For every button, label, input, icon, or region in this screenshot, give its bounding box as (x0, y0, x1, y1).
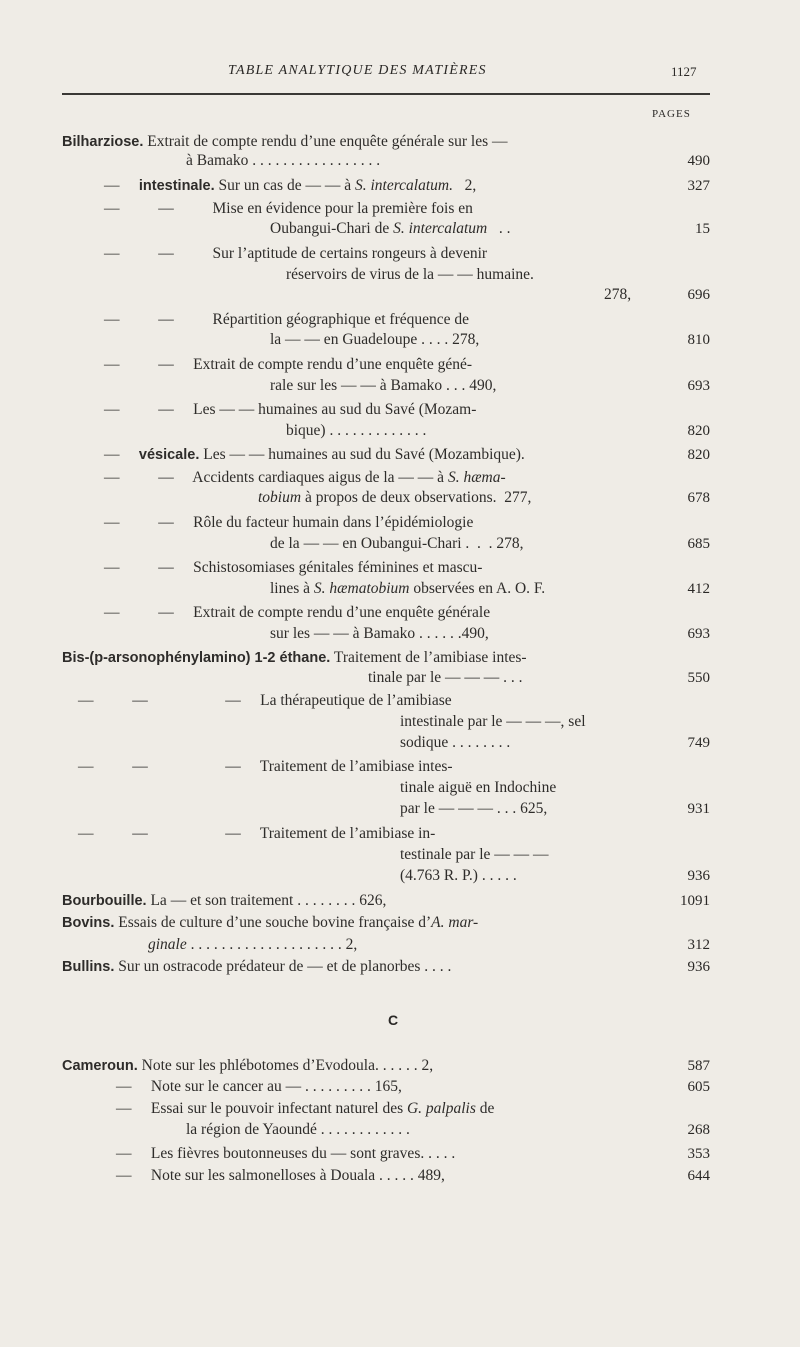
entry-text: Note sur les phlébotomes d’Evodoula. . . . . . 2, (137, 1057, 434, 1074)
entry-text: la — — en Guadeloupe . . . . 278, (270, 331, 480, 348)
index-entry-line (116, 1078, 402, 1096)
entry-text: — Note sur les salmonelloses à Douala . . . . . 489, (116, 1167, 445, 1184)
page-reference: 412 (687, 581, 710, 597)
entry-text: sodique . . . . . . . . (400, 734, 511, 751)
entry-text: — Essai sur le pouvoir infectant naturel des (116, 1100, 407, 1117)
entry-text: 2, (452, 177, 477, 194)
index-entry-line (78, 825, 435, 843)
page-reference: 327 (687, 178, 710, 194)
index-entry-line (78, 692, 452, 710)
index-entry-line (270, 220, 511, 238)
page-reference: 490 (687, 153, 710, 169)
page-number: 1127 (671, 64, 697, 79)
index-entry-line (400, 846, 549, 864)
index-entry-line (186, 152, 380, 170)
entry-text: — (104, 177, 139, 194)
running-header-title: TABLE ANALYTIQUE DES MATIÈRES (228, 63, 487, 78)
entry-italic-text: S. hæma- (447, 469, 506, 486)
entry-text: Extrait de compte rendu d’une enquête générale sur les — (143, 133, 508, 150)
index-entry-line (116, 1145, 455, 1163)
index-entry-line (104, 514, 473, 532)
index-entry-line (62, 1057, 433, 1075)
entry-text: par le — — — . . . 625, (400, 800, 548, 817)
page-reference: 644 (687, 1168, 710, 1184)
page-reference: 693 (687, 626, 710, 642)
entry-text: — (104, 446, 139, 463)
pages-column-label: PAGES (652, 108, 691, 120)
page-reference: 1091 (680, 893, 710, 909)
entry-heading: Bilharziose. (62, 134, 144, 150)
entry-text: Les — — humaines au sud du Savé (Mozambique). (199, 446, 525, 463)
index-entry-line (104, 177, 476, 195)
index-entry-line (104, 446, 525, 464)
entry-text: — — Les — — humaines au sud du Savé (Mozam- (104, 401, 477, 418)
index-entry-line (104, 401, 476, 419)
index-entry-line (400, 734, 510, 752)
entry-text: lines à (270, 580, 314, 597)
index-entry-line (400, 713, 586, 731)
entry-italic-text: G. palpalis (406, 1100, 476, 1117)
page-reference: 749 (687, 735, 710, 751)
entry-text: — — Extrait de compte rendu d’une enquête générale (104, 604, 491, 621)
index-entry-line (62, 914, 478, 932)
entry-text: Oubangui-Chari de (270, 220, 394, 237)
entry-text: tinale aiguë en Indochine (400, 779, 557, 796)
entry-text: — — Répartition géographique et fréquence de (104, 311, 469, 328)
entry-text: Traitement de l’amibiase intes- (330, 649, 527, 666)
entry-text: — — Mise en évidence pour la première fois en (104, 200, 473, 217)
entry-text: de la — — en Oubangui-Chari . . . 278, (270, 535, 524, 552)
entry-text: — — Accidents cardiaques aigus de la — — à (104, 469, 448, 486)
index-entry-line (604, 286, 631, 304)
page-reference: 605 (687, 1079, 710, 1095)
section-letter-c: C (388, 1012, 399, 1028)
page-reference: 587 (687, 1058, 710, 1074)
entry-heading: Bourbouille. (62, 893, 147, 909)
index-entry-line (104, 311, 469, 329)
entry-text: rale sur les — — à Bamako . . . 490, (270, 377, 497, 394)
index-entry-line (62, 958, 451, 976)
entry-text: — — Schistosomiases génitales féminines et mascu- (104, 559, 483, 576)
page-reference: 15 (695, 221, 710, 237)
entry-heading: Bullins. (62, 959, 115, 975)
entry-heading: vésicale. (138, 447, 200, 463)
entry-text: (4.763 R. P.) . . . . . (400, 867, 517, 884)
entry-text: La — et son traitement . . . . . . . . 626, (146, 892, 387, 909)
index-entry-line (104, 245, 487, 263)
entry-italic-text: S. hæmatobium (313, 580, 410, 597)
entry-text: — Note sur le cancer au — . . . . . . . . . 165, (116, 1078, 402, 1095)
page-reference: 550 (687, 670, 710, 686)
entry-text: tinale par le — — — . . . (368, 669, 523, 686)
entry-text: — — Sur l’aptitude de certains rongeurs à devenir (104, 245, 488, 262)
index-entry-line (400, 867, 517, 885)
index-entry-line (400, 800, 547, 818)
index-entry-line (62, 892, 386, 910)
page-reference: 678 (687, 490, 710, 506)
entry-text: 278, (604, 286, 632, 303)
entry-text: bique) . . . . . . . . . . . . . (286, 422, 427, 439)
index-entry-line (270, 625, 489, 643)
index-entry-line (62, 133, 508, 151)
entry-heading: intestinale. (138, 178, 215, 194)
entry-text: Essais de culture d’une souche bovine française d’ (114, 914, 432, 931)
entry-text: — Les fièvres boutonneuses du — sont graves. . . . . (116, 1145, 456, 1162)
index-entry-line (270, 580, 545, 598)
entry-italic-text: tobium (258, 489, 302, 506)
index-entry-line (78, 758, 453, 776)
page-reference: 353 (687, 1146, 710, 1162)
entry-text: Sur un ostracode prédateur de — et de planorbes . . . . (114, 958, 452, 975)
index-entry-line (368, 669, 523, 687)
entry-text: à Bamako . . . . . . . . . . . . . . . . . (186, 152, 381, 169)
index-entry-line (104, 559, 482, 577)
index-entry-line (104, 356, 472, 374)
index-entry-line (186, 1121, 410, 1139)
entry-italic-text: S. intercalatum (393, 220, 488, 237)
index-entry-line (286, 422, 426, 440)
page-reference: 936 (687, 868, 710, 884)
entry-text: — — — Traitement de l’amibiase in- (78, 825, 436, 842)
page-reference: 820 (687, 447, 710, 463)
index-entry-line (270, 331, 479, 349)
index-entry-line (62, 649, 527, 667)
entry-italic-text: A. mar- (431, 914, 479, 931)
index-entry-line (258, 489, 531, 507)
page-reference: 931 (687, 801, 710, 817)
entry-text: de (475, 1100, 495, 1117)
index-entry-line (148, 936, 357, 954)
entry-text: — — Rôle du facteur humain dans l’épidémiologie (104, 514, 474, 531)
page-reference: 312 (687, 937, 710, 953)
entry-text: observées en A. O. F. (409, 580, 546, 597)
index-entry-line (286, 266, 534, 284)
entry-text: — — — Traitement de l’amibiase intes- (78, 758, 453, 775)
index-entry-line (104, 604, 490, 622)
entry-heading: Cameroun. (62, 1058, 138, 1074)
entry-text: Sur un cas de — — à (214, 177, 355, 194)
index-entry-line (116, 1100, 494, 1118)
page-reference: 820 (687, 423, 710, 439)
entry-text: . . (487, 220, 511, 237)
entry-text: la région de Yaoundé . . . . . . . . . . . . (186, 1121, 410, 1138)
page-reference: 696 (687, 287, 710, 303)
entry-italic-text: ginale (148, 936, 187, 953)
header-rule (62, 93, 710, 95)
page-reference: 268 (687, 1122, 710, 1138)
entry-text: . . . . . . . . . . . . . . . . . . . . 2, (186, 936, 358, 953)
index-entry-line (116, 1167, 445, 1185)
page-reference: 936 (687, 959, 710, 975)
page-reference: 693 (687, 378, 710, 394)
index-entry-line (270, 377, 496, 395)
page-reference: 685 (687, 536, 710, 552)
index-entry-line (104, 469, 506, 487)
entry-text: intestinale par le — — —, sel (400, 713, 586, 730)
entry-text: — — Extrait de compte rendu d’une enquête géné- (104, 356, 473, 373)
page-reference: 810 (687, 332, 710, 348)
entry-text: testinale par le — — — (400, 846, 549, 863)
index-entry-line (400, 779, 556, 797)
entry-heading: Bovins. (62, 915, 115, 931)
entry-text: réservoirs de virus de la — — humaine. (286, 266, 534, 283)
entry-italic-text: S. intercalatum. (354, 177, 453, 194)
index-entry-line (270, 535, 524, 553)
entry-heading: Bis-(p-arsonophénylamino) 1-2 éthane. (62, 650, 331, 666)
entry-text: — — — La thérapeutique de l’amibiase (78, 692, 452, 709)
index-entry-line (104, 200, 473, 218)
entry-text: à propos de deux observations. 277, (301, 489, 532, 506)
entry-text: sur les — — à Bamako . . . . . .490, (270, 625, 489, 642)
